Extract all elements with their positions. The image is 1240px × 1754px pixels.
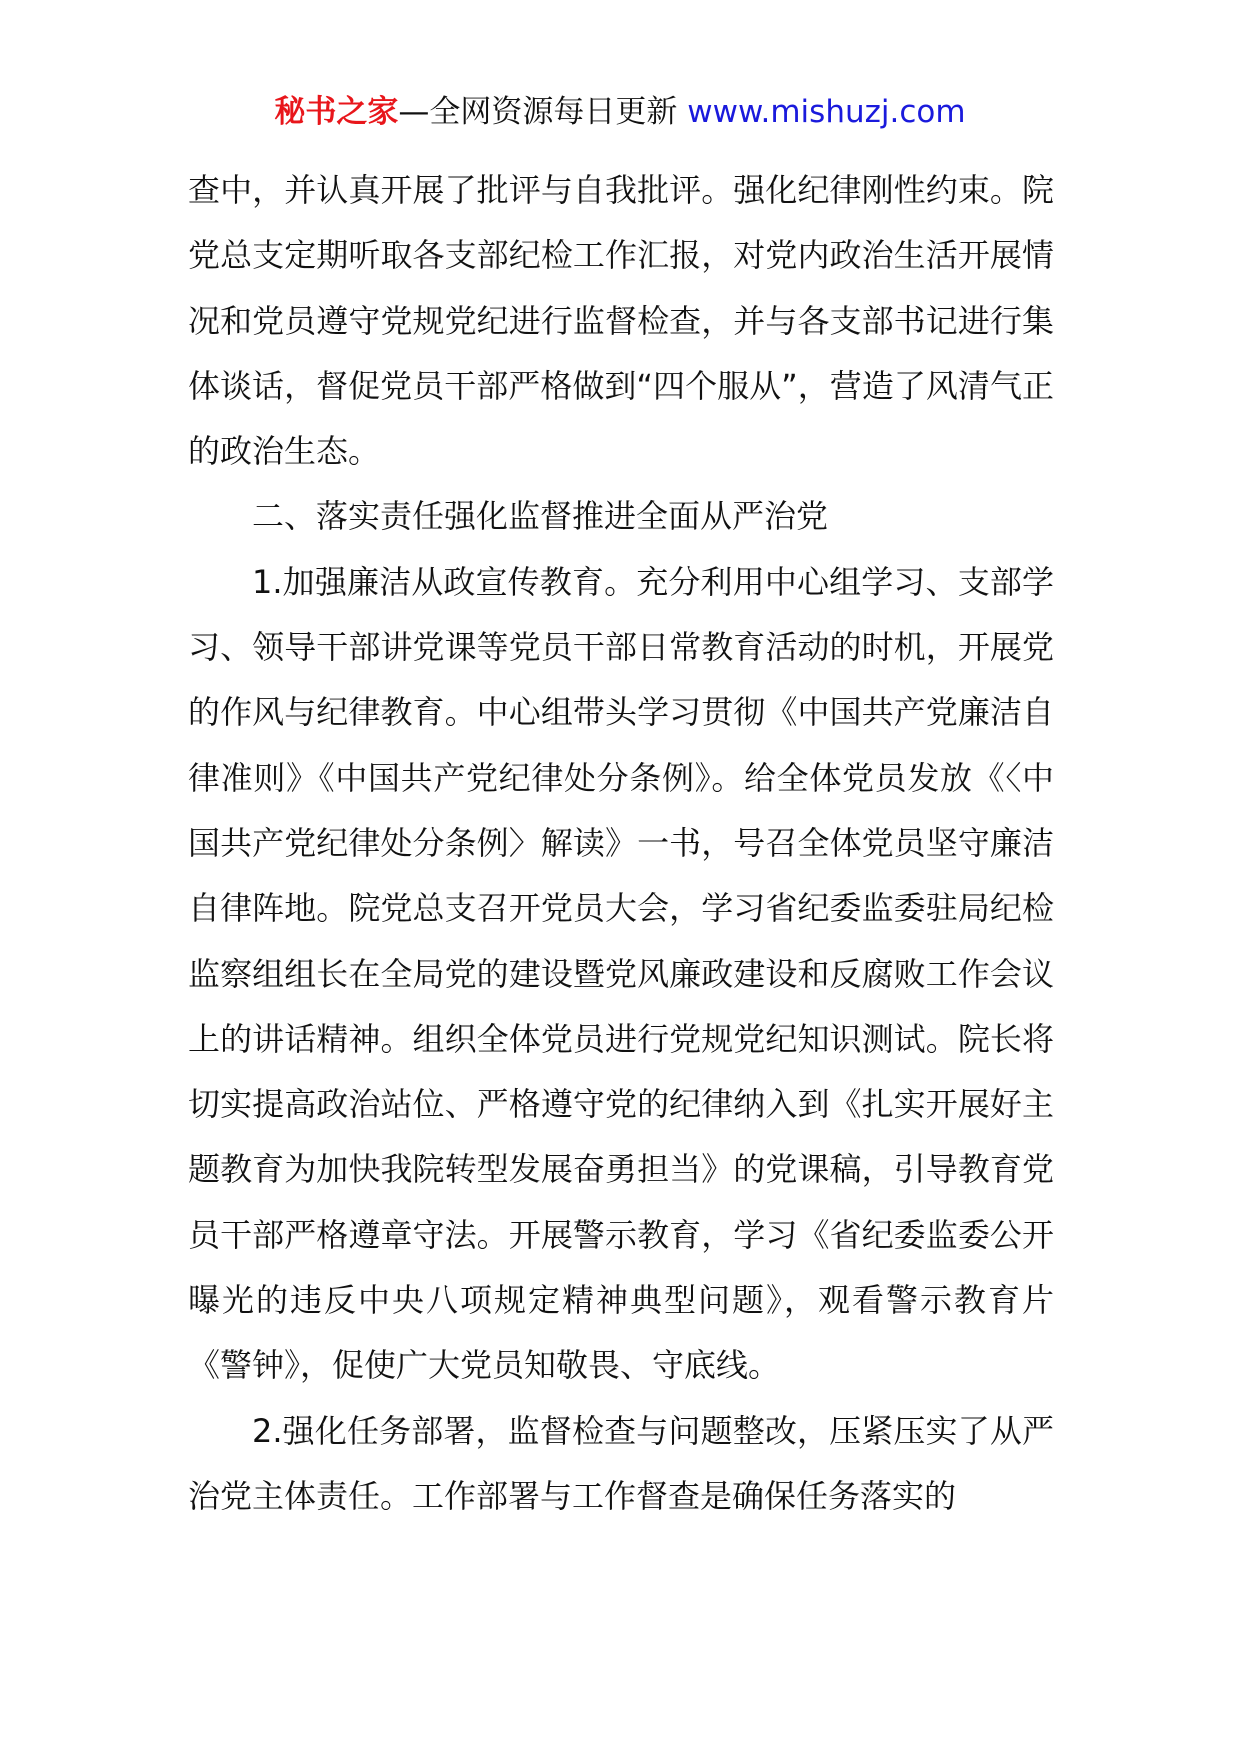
paragraph-item-1: 1.加强廉洁从政宣传教育。充分利用中心组学习、支部学习、领导干部讲党课等党员干部日常教育活动的时机，开展党的作风与纪律教育。中心组带头学习贯彻《中国共产党廉洁自律准则》《中国共产党纪律处分条例》。给全体党员发放《〈中国共产党纪律处分条例〉解读》一书，号召全体党员坚守廉洁自律阵地。院党总支召开党员大会，学习省纪委监委驻局纪检监察组组长在全局党的建设暨党风廉政建设和反腐败工作会议上的讲话精神。组织全体党员进行党规党纪知识测试。院长将切实提高政治站位、严格遵守党的纪律纳入到《扎实开展好主题教育为加快我院转型发展奋勇担当》的党课稿，引导教育党员干部严格遵章守法。开展警示教育，学习《省纪委监委公开曝光的违反中央八项规定精神典型问题》，观看警示教育片《警钟》，促使广大党员知敬畏、守底线。 (188, 562, 1054, 1385)
paragraph-continuation: 查中，并认真开展了批评与自我批评。强化纪律刚性约束。院党总支定期听取各支部纪检工作汇报，对党内政治生活开展情况和党员遵守党规党纪进行监督检查，并与各支部书记进行集体谈话，督促党员干部严格做到“四个服从”，营造了风清气正的政治生态。 (188, 171, 1054, 471)
site-brand: 秘书之家 (274, 94, 399, 130)
site-tagline: —全网资源每日更新 (398, 94, 678, 130)
paragraph-item-2: 2.强化任务部署，监督检查与问题整改，压紧压实了从严治党主体责任。工作部署与工作督查是确保任务落实的 (188, 1411, 1054, 1515)
section-heading: 二、落实责任强化监督推进全面从严治党 (252, 497, 829, 536)
site-header (0, 92, 1240, 132)
document-body (188, 158, 1054, 1529)
site-url-link[interactable]: www.mishuzj.com (687, 94, 966, 130)
